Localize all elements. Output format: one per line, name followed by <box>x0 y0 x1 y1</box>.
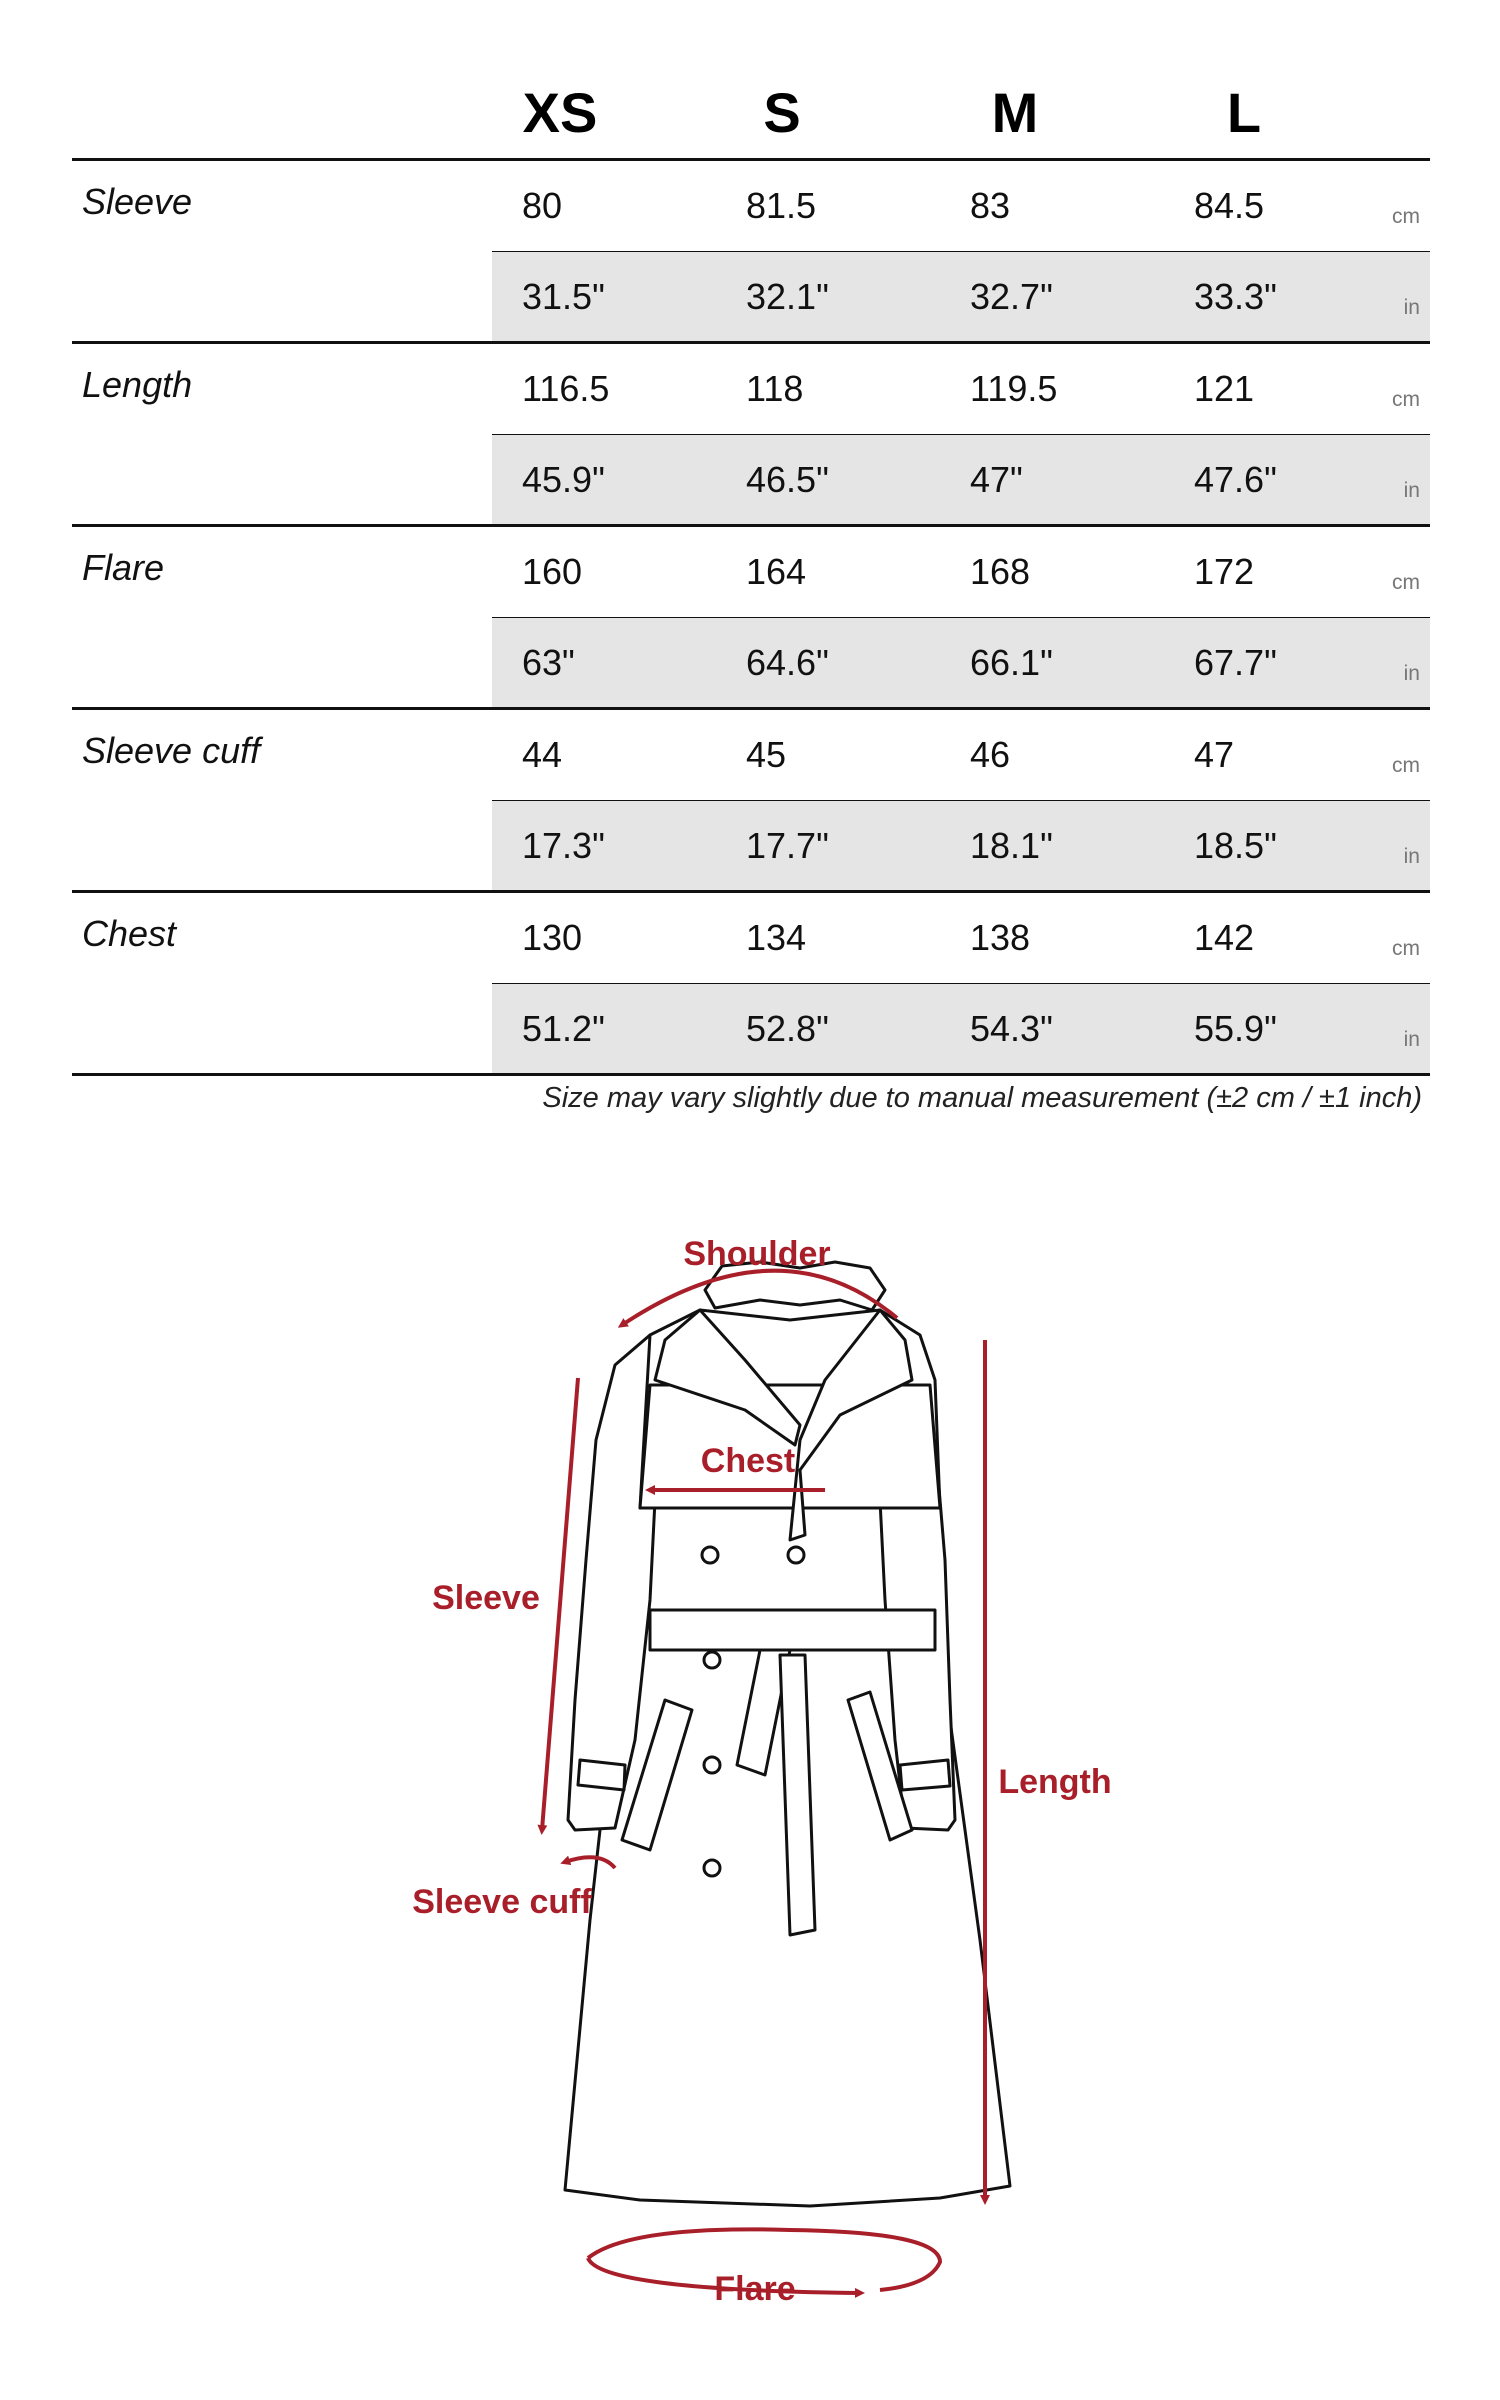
cm-value-xs: 160 <box>522 551 583 592</box>
in-value-s: 64.6" <box>746 642 829 683</box>
cm-row <box>492 710 1430 803</box>
cm-value-m: 46 <box>970 734 1011 775</box>
in-value-l: 55.9" <box>1194 1008 1277 1049</box>
unit-in-label: in <box>1403 296 1420 319</box>
unit-cm-label: cm <box>1392 205 1420 228</box>
button <box>704 1652 720 1668</box>
measurement-label: Sleeve <box>82 181 193 222</box>
measurement-group-sleeve <box>72 161 1430 344</box>
measurement-label: Length <box>82 364 193 405</box>
cm-value-s: 164 <box>746 551 807 592</box>
in-value-l: 47.6" <box>1194 459 1277 500</box>
in-row <box>492 435 1430 524</box>
cm-value-l: 121 <box>1194 368 1255 409</box>
in-value-xs: 31.5" <box>522 276 605 317</box>
unit-in-label: in <box>1403 662 1420 685</box>
cm-value-s: 118 <box>746 368 804 409</box>
in-row <box>492 801 1430 890</box>
in-value-m: 18.1" <box>970 825 1053 866</box>
unit-cm-label: cm <box>1392 388 1420 411</box>
cm-row <box>492 344 1430 437</box>
cm-row <box>492 161 1430 254</box>
cm-value-m: 119.5 <box>970 368 1058 409</box>
measurement-group-chest <box>72 893 1430 1076</box>
in-value-s: 32.1" <box>746 276 829 317</box>
in-row <box>492 984 1430 1073</box>
unit-in-label: in <box>1403 479 1420 502</box>
measurement-note: Size may vary slightly due to manual measurement (±2 cm / ±1 inch) <box>542 1082 1422 1114</box>
unit-in-label: in <box>1403 845 1420 868</box>
coat-belt <box>650 1610 935 1650</box>
cm-value-l: 172 <box>1194 551 1255 592</box>
cm-row <box>492 893 1430 986</box>
cm-value-xs: 44 <box>522 734 563 775</box>
cm-value-m: 83 <box>970 185 1011 226</box>
measurement-label: Flare <box>82 547 165 588</box>
in-row <box>492 252 1430 341</box>
cm-value-s: 81.5 <box>746 185 817 226</box>
shoulder-label: Shoulder <box>683 1235 831 1273</box>
measurement-group-length <box>72 344 1430 527</box>
in-value-m: 66.1" <box>970 642 1053 683</box>
in-value-l: 18.5" <box>1194 825 1277 866</box>
in-value-s: 52.8" <box>746 1008 829 1049</box>
size-header-row <box>72 62 1430 161</box>
cm-value-xs: 80 <box>522 185 563 226</box>
measurement-group-sleeve-cuff <box>72 710 1430 893</box>
unit-in-label: in <box>1403 1028 1420 1051</box>
in-value-xs: 17.3" <box>522 825 605 866</box>
cm-value-l: 47 <box>1194 734 1235 775</box>
in-value-xs: 51.2" <box>522 1008 605 1049</box>
in-value-m: 54.3" <box>970 1008 1053 1049</box>
in-row <box>492 618 1430 707</box>
size-header-l: L <box>1226 81 1262 144</box>
in-value-s: 46.5" <box>746 459 829 500</box>
size-header-m: M <box>991 81 1039 144</box>
in-value-m: 47" <box>970 459 1023 500</box>
unit-cm-label: cm <box>1392 754 1420 777</box>
measurement-label: Sleeve cuff <box>82 730 261 771</box>
button <box>788 1547 804 1563</box>
cm-value-s: 134 <box>746 917 807 958</box>
measurement-group-flare <box>72 527 1430 710</box>
cm-value-s: 45 <box>746 734 787 775</box>
cm-value-l: 84.5 <box>1194 185 1265 226</box>
unit-cm-label: cm <box>1392 571 1420 594</box>
in-value-xs: 45.9" <box>522 459 605 500</box>
button <box>704 1757 720 1773</box>
right-cuff-strap <box>900 1760 950 1790</box>
size-chart-table <box>72 62 1430 1076</box>
button <box>704 1860 720 1876</box>
size-header-xs: XS <box>522 81 598 144</box>
cm-value-m: 138 <box>970 917 1031 958</box>
coat-measurement-diagram <box>0 1180 1500 2380</box>
in-value-l: 33.3" <box>1194 276 1277 317</box>
cm-value-l: 142 <box>1194 917 1255 958</box>
sleeve-label: Sleeve <box>432 1579 540 1617</box>
coat-illustration <box>565 1262 1010 2206</box>
length-label: Length <box>998 1763 1112 1801</box>
unit-cm-label: cm <box>1392 937 1420 960</box>
sleeve-cuff-label: Sleeve cuff <box>412 1883 592 1921</box>
size-header-s: S <box>763 81 801 144</box>
cm-value-m: 168 <box>970 551 1031 592</box>
measurement-label: Chest <box>82 913 177 954</box>
left-cuff-strap <box>578 1760 625 1790</box>
chest-label: Chest <box>700 1442 796 1480</box>
in-value-m: 32.7" <box>970 276 1053 317</box>
in-value-l: 67.7" <box>1194 642 1277 683</box>
in-value-xs: 63" <box>522 642 575 683</box>
cm-row <box>492 527 1430 620</box>
button <box>702 1547 718 1563</box>
in-value-s: 17.7" <box>746 825 829 866</box>
flare-label: Flare <box>714 2270 796 2308</box>
cm-value-xs: 116.5 <box>522 368 610 409</box>
cm-value-xs: 130 <box>522 917 583 958</box>
